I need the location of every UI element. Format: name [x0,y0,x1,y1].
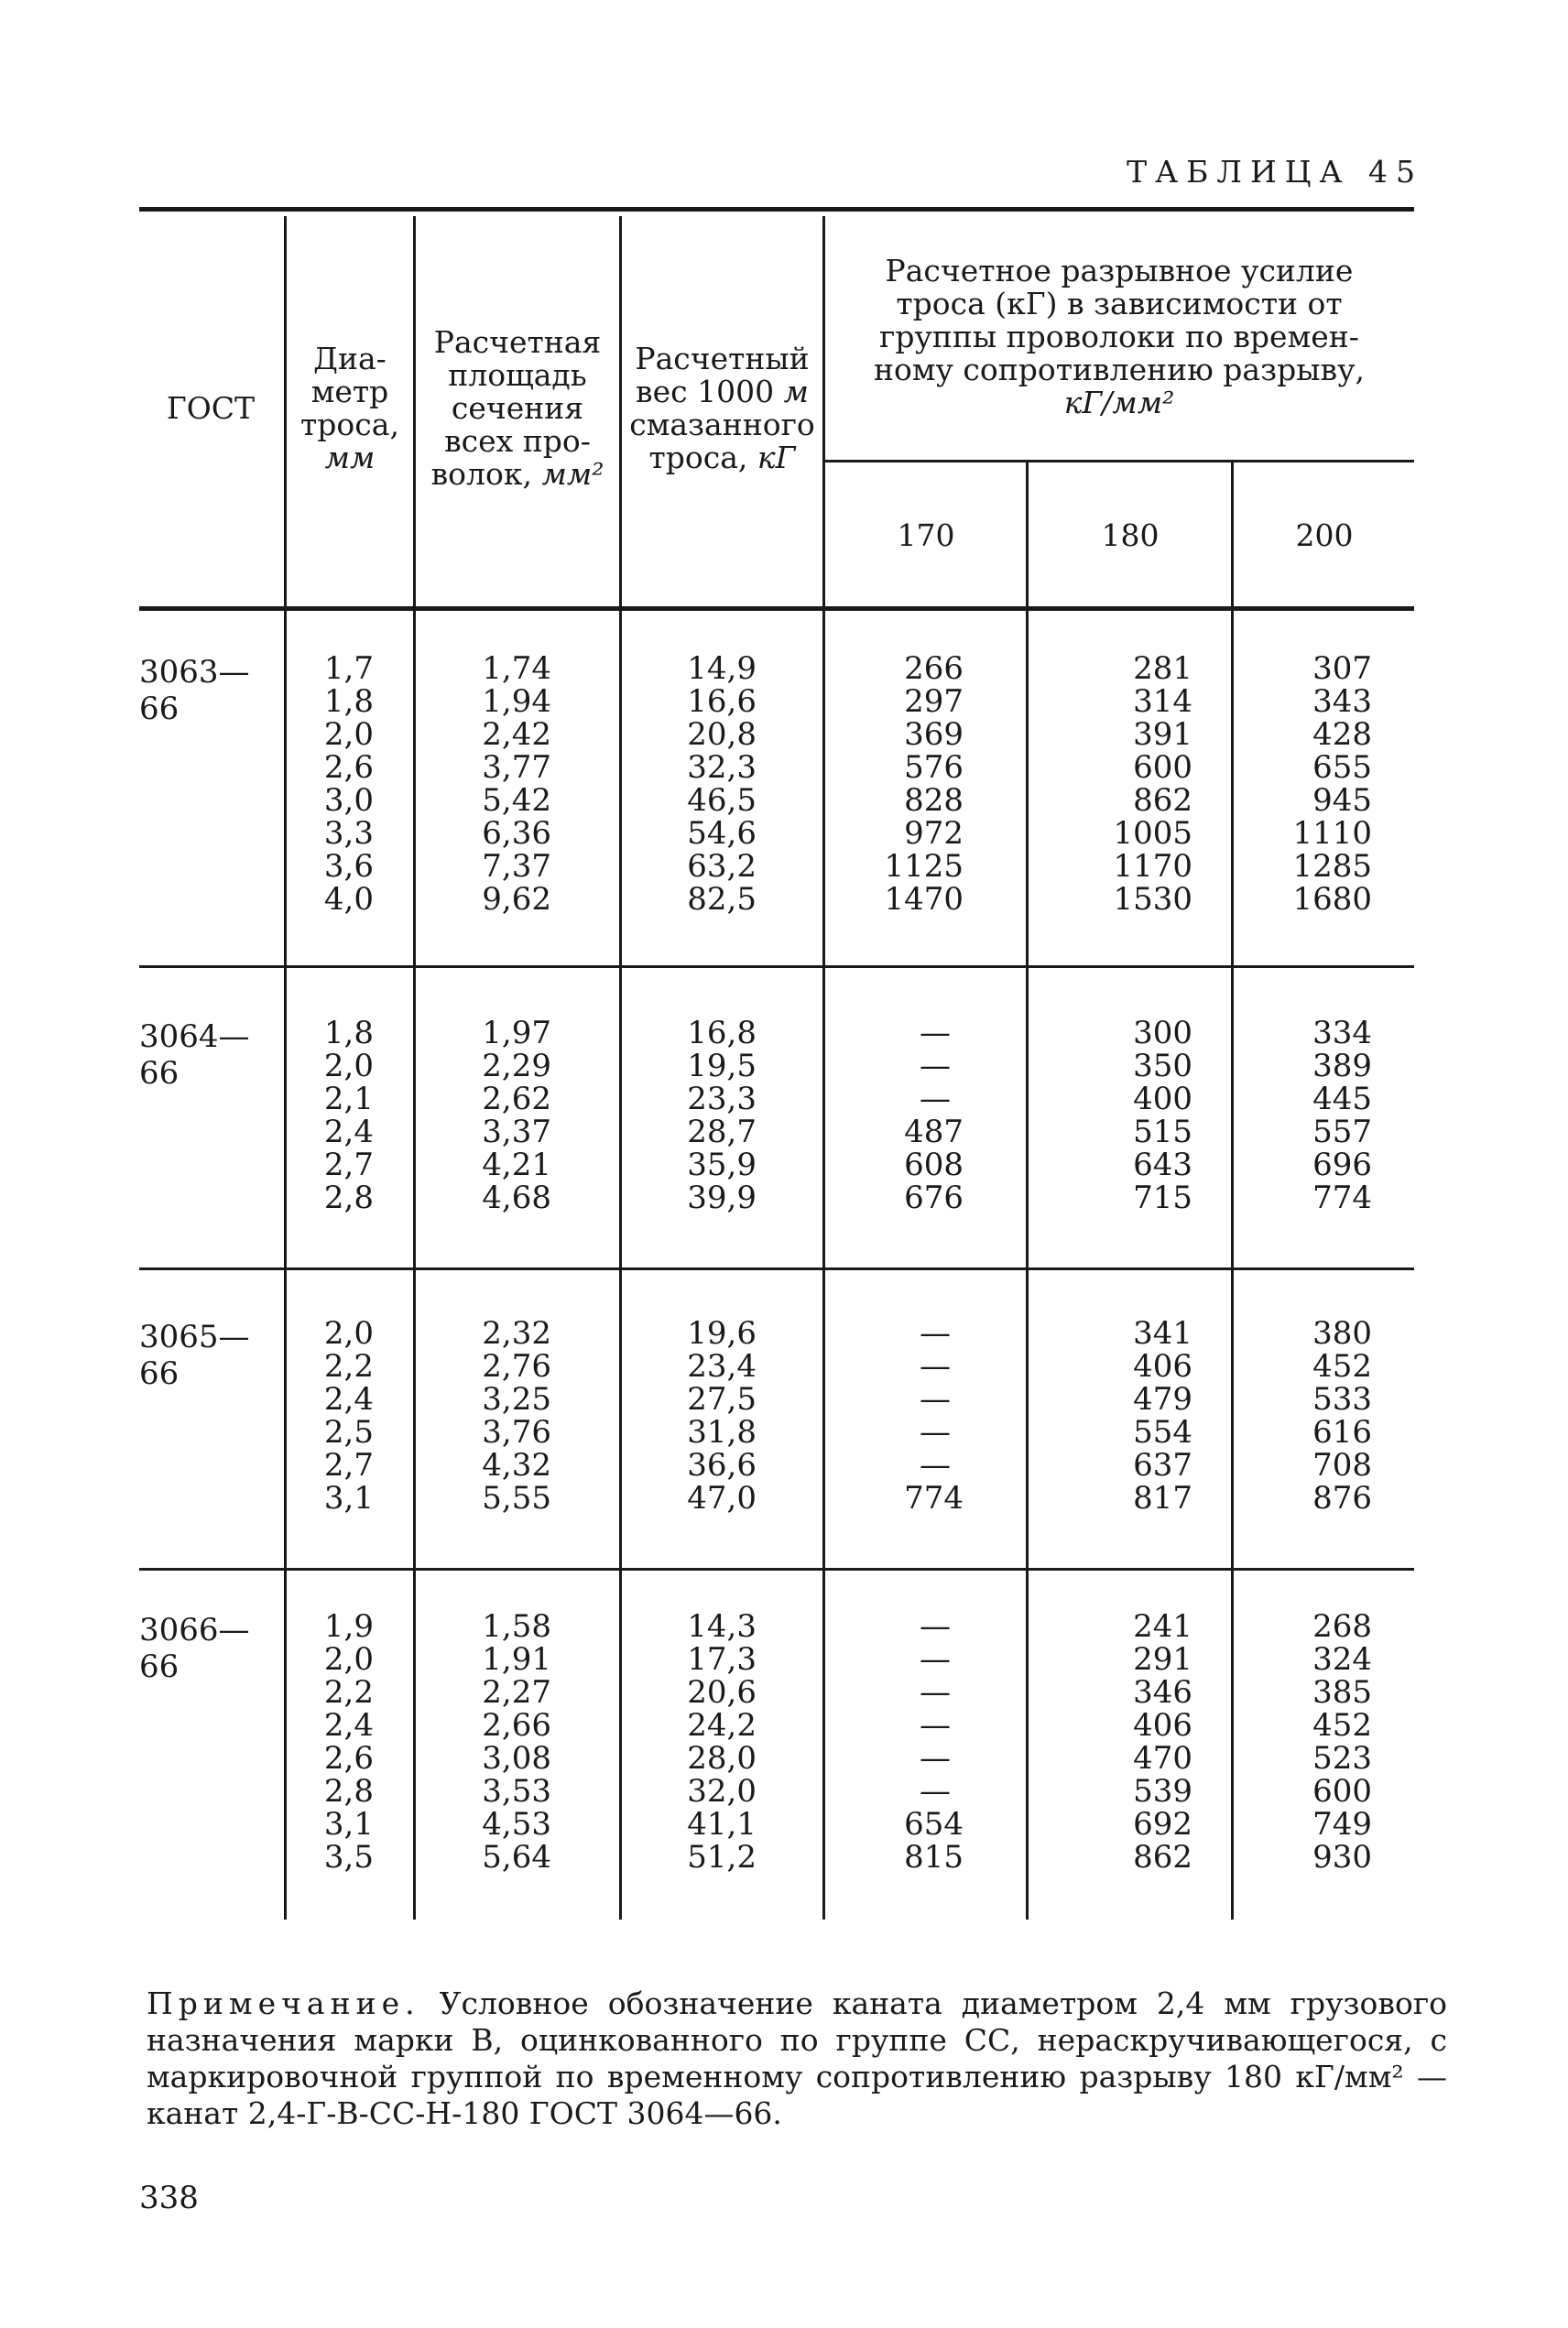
table-cell: 2,2 [323,1674,374,1711]
column-weight [623,1017,757,1214]
table-cell: 36,6 [687,1447,757,1484]
table-cell: 515 [1133,1114,1192,1150]
table-cell: 54,6 [687,815,757,852]
table-cell: 3,77 [482,749,551,786]
table-cell: 1005 [1113,815,1192,852]
table-cell: 19,6 [687,1315,757,1352]
column-diameter [288,652,374,916]
table-cell: 19,5 [687,1048,757,1084]
header-sub-180: 180 [1101,517,1160,553]
header-force-label: Расчетное разрывное усилие троса (кГ) в зависимости от группы проволоки по времен- ному сопротивлению разрыву, [874,253,1365,387]
table-cell: 2,7 [323,1147,374,1183]
table-cell: 14,9 [687,650,757,687]
table-cell: — [920,1315,951,1352]
table-cell: — [920,1414,951,1451]
table-caption: ТАБЛИЦА 45 [1127,154,1423,190]
table-cell: 17,3 [687,1641,757,1678]
table-cell: 557 [1312,1114,1372,1150]
table-cell: 2,4 [323,1381,374,1418]
table-cell: 4,53 [482,1806,551,1843]
table-cell: 27,5 [687,1381,757,1418]
table-cell: 16,8 [687,1015,757,1051]
table-cell: 1110 [1292,815,1372,852]
table-cell: 5,55 [482,1480,551,1517]
table-cell: 20,6 [687,1674,757,1711]
table-cell: 692 [1133,1806,1192,1843]
header-weight-rest: смазанного троса, [629,407,815,475]
table-cell: 39,9 [687,1180,757,1216]
column-f170 [826,652,964,916]
table-cell: 5,64 [482,1839,551,1876]
table-cell: 2,4 [323,1114,374,1150]
header-weight [623,216,822,601]
table-cell: — [920,1740,951,1777]
table-cell: 715 [1133,1180,1192,1216]
table-cell: — [920,1381,951,1418]
table-cell: 3,6 [323,848,374,885]
table-cell: — [920,1048,951,1084]
table-cell: 35,9 [687,1147,757,1183]
table-cell: — [920,1773,951,1810]
column-f200 [1235,1610,1372,1874]
header-sub-170: 170 [897,517,955,553]
table-cell: 1285 [1292,848,1372,885]
table-cell: 9,62 [482,881,551,918]
header-bottom-rule [139,606,1414,611]
table-cell: 479 [1133,1381,1192,1418]
table-cell: 2,8 [323,1180,374,1216]
table-cell: 4,32 [482,1447,551,1484]
table-cell: 452 [1312,1707,1372,1744]
header-area-unit: мм² [541,456,604,492]
table-cell: 380 [1312,1315,1372,1352]
table-cell: 266 [904,650,964,687]
table-cell: 2,0 [323,1048,374,1084]
column-f180 [1029,1317,1192,1515]
table-cell: 268 [1312,1608,1372,1645]
header-area-label: Расчетная площадь сечения всех про- волок, [430,324,602,492]
table-cell: 6,36 [482,815,551,852]
header-diameter-unit: мм [324,440,376,475]
table-cell: 51,2 [687,1839,757,1876]
header-force-unit: кГ/мм² [1063,385,1175,420]
table-cell: 3,1 [323,1806,374,1843]
column-f170 [826,1017,964,1214]
table-cell: 241 [1133,1608,1192,1645]
table-cell: — [920,1707,951,1744]
table-cell: 1125 [884,848,964,885]
header-diameter [288,216,412,601]
table-cell: 554 [1133,1414,1192,1451]
header-weight-unit-m: м [783,374,809,409]
table-note [147,1985,1447,2132]
table-cell: 31,8 [687,1414,757,1451]
table-cell: 2,2 [323,1348,374,1385]
table-cell: 385 [1312,1674,1372,1711]
table-cell: 1,91 [482,1641,551,1678]
table-cell: 533 [1312,1381,1372,1418]
table-cell: 972 [904,815,964,852]
table-cell: 7,37 [482,848,551,885]
table-cell: 1,94 [482,683,551,720]
table-cell: 930 [1312,1839,1372,1876]
column-divider [1026,462,1029,1920]
table-cell: 774 [904,1480,964,1517]
table-cell: 5,42 [482,782,551,819]
table-cell: 32,0 [687,1773,757,1810]
table-cell: 876 [1312,1480,1372,1517]
table-cell: 3,1 [323,1480,374,1517]
page-number: 338 [139,2180,199,2216]
header-force [826,216,1412,458]
column-divider [619,216,622,1920]
note-label: Примечание. [147,1985,420,2021]
table-cell: 1,9 [323,1608,374,1645]
column-divider [284,216,287,1920]
table-cell: 2,4 [323,1707,374,1744]
table-cell: 1530 [1113,881,1192,918]
header-diameter-label: Диа- метр троса, [300,341,399,442]
table-cell: 945 [1312,782,1372,819]
column-f180 [1029,1017,1192,1214]
table-cell: 3,5 [323,1839,374,1876]
column-weight [623,652,757,916]
table-cell: — [920,1641,951,1678]
header-sub-200: 200 [1295,517,1354,553]
table-cell: 643 [1133,1147,1192,1183]
table-cell: — [920,1674,951,1711]
table-cell: 1,8 [323,683,374,720]
table-cell: 281 [1133,650,1192,687]
table-cell: 774 [1312,1180,1372,1216]
table-cell: 41,1 [687,1806,757,1843]
column-f180 [1029,1610,1192,1874]
table-cell: 2,62 [482,1081,551,1117]
table-cell: 2,29 [482,1048,551,1084]
table-cell: 600 [1133,749,1192,786]
table-cell: 445 [1312,1081,1372,1117]
column-area [417,1610,551,1874]
table-cell: 676 [904,1180,964,1216]
table-cell: 655 [1312,749,1372,786]
table-cell: 3,76 [482,1414,551,1451]
column-f180 [1029,652,1192,916]
table-cell: 346 [1133,1674,1192,1711]
column-f170 [826,1317,964,1515]
table-cell: 2,66 [482,1707,551,1744]
table-cell: 2,7 [323,1447,374,1484]
table-cell: 608 [904,1147,964,1183]
table-cell: 2,8 [323,1773,374,1810]
column-f200 [1235,652,1372,916]
table-cell: 2,0 [323,1315,374,1352]
table-cell: 2,6 [323,749,374,786]
table-cell: 2,27 [482,1674,551,1711]
table-cell: 389 [1312,1048,1372,1084]
column-divider [822,216,825,1920]
group-divider [139,965,1414,968]
table-cell: 452 [1312,1348,1372,1385]
group-divider [139,1568,1414,1571]
table-cell: 1,58 [482,1608,551,1645]
table-cell: 23,3 [687,1081,757,1117]
table-cell: 343 [1312,683,1372,720]
table-cell: 46,5 [687,782,757,819]
table-cell: 3,37 [482,1114,551,1150]
table-cell: 1680 [1292,881,1372,918]
header-weight-unit: кГ [757,440,796,475]
column-divider [413,216,416,1920]
table-cell: — [920,1081,951,1117]
column-f170 [826,1610,964,1874]
column-f200 [1235,1017,1372,1214]
table-cell: 47,0 [687,1480,757,1517]
table-cell: 1,8 [323,1015,374,1051]
note-text: Условное обозначение каната диаметром 2,4 мм грузового назначения марки В, оцинкованного по группе СС, нераскручивающегося, с маркировочной группой по временному сопротивлению разрыву 180 кГ/мм² — канат 2,4-Г-В-СС-Н-180 ГОСТ 3064—66. [147,1985,1447,2131]
table-cell: 307 [1312,650,1372,687]
table-cell: 654 [904,1806,964,1843]
column-diameter [288,1317,374,1515]
table-cell: 828 [904,782,964,819]
table-cell: 600 [1312,1773,1372,1810]
table-cell: 3,0 [323,782,374,819]
column-area [417,1017,551,1214]
table-cell: 63,2 [687,848,757,885]
table-cell: 291 [1133,1641,1192,1678]
table-cell: — [920,1348,951,1385]
table-cell: 406 [1133,1348,1192,1385]
column-diameter [288,1017,374,1214]
gost-number: 3064—66 [139,1018,250,1092]
table-cell: 3,08 [482,1740,551,1777]
table-cell: 2,76 [482,1348,551,1385]
table-cell: 369 [904,716,964,753]
table-cell: 4,68 [482,1180,551,1216]
header-weight-label: Расчетный вес 1000 [635,341,810,409]
table-cell: 2,1 [323,1081,374,1117]
table-cell: — [920,1608,951,1645]
table-cell: 487 [904,1114,964,1150]
table-cell: 350 [1133,1048,1192,1084]
table-cell: 14,3 [687,1608,757,1645]
table-cell: 2,6 [323,1740,374,1777]
table-cell: 616 [1312,1414,1372,1451]
table-cell: 2,42 [482,716,551,753]
table-cell: 1,97 [482,1015,551,1051]
table-cell: 2,0 [323,716,374,753]
table-cell: 749 [1312,1806,1372,1843]
column-area [417,1317,551,1515]
table-cell: 523 [1312,1740,1372,1777]
table-cell: 862 [1133,1839,1192,1876]
header-gost-label: ГОСТ [166,390,256,426]
column-divider [1231,462,1234,1920]
table-cell: 1170 [1113,848,1192,885]
table-cell: — [920,1447,951,1484]
table-cell: 428 [1312,716,1372,753]
table-cell: 23,4 [687,1348,757,1385]
table-cell: 324 [1312,1641,1372,1678]
table-cell: 708 [1312,1447,1372,1484]
table-cell: 3,3 [323,815,374,852]
table-cell: 24,2 [687,1707,757,1744]
table-cell: 4,21 [482,1147,551,1183]
table-cell: 300 [1133,1015,1192,1051]
column-f200 [1235,1317,1372,1515]
table-cell: 28,0 [687,1740,757,1777]
gost-number: 3063—66 [139,654,250,727]
table-cell: 1,7 [323,650,374,687]
table-cell: — [920,1015,951,1051]
table-cell: 20,8 [687,716,757,753]
column-diameter [288,1610,374,1874]
header-area [417,216,618,601]
table-cell: 2,32 [482,1315,551,1352]
table-cell: 2,5 [323,1414,374,1451]
table-cell: 539 [1133,1773,1192,1810]
column-area [417,652,551,916]
table-cell: 406 [1133,1707,1192,1744]
table-cell: 815 [904,1839,964,1876]
table-cell: 28,7 [687,1114,757,1150]
table-cell: 391 [1133,716,1192,753]
table-cell: 400 [1133,1081,1192,1117]
table-cell: 3,25 [482,1381,551,1418]
table-cell: 82,5 [687,881,757,918]
table-cell: 1470 [884,881,964,918]
table-top-rule [139,207,1414,212]
table-cell: 470 [1133,1740,1192,1777]
table-cell: 334 [1312,1015,1372,1051]
gost-number: 3066—66 [139,1612,250,1685]
column-weight [623,1317,757,1515]
table-cell: 314 [1133,683,1192,720]
table-cell: 817 [1133,1480,1192,1517]
gost-number: 3065—66 [139,1319,250,1392]
table-cell: 2,0 [323,1641,374,1678]
table-cell: 341 [1133,1315,1192,1352]
table-cell: 576 [904,749,964,786]
table-cell: 32,3 [687,749,757,786]
table-cell: 3,53 [482,1773,551,1810]
column-weight [623,1610,757,1874]
table-cell: 637 [1133,1447,1192,1484]
header-gost [139,216,282,601]
table-cell: 1,74 [482,650,551,687]
table-cell: 696 [1312,1147,1372,1183]
table-cell: 16,6 [687,683,757,720]
group-divider [139,1267,1414,1270]
table-cell: 862 [1133,782,1192,819]
table-cell: 4,0 [323,881,374,918]
force-header-rule [822,460,1414,462]
table-cell: 297 [904,683,964,720]
